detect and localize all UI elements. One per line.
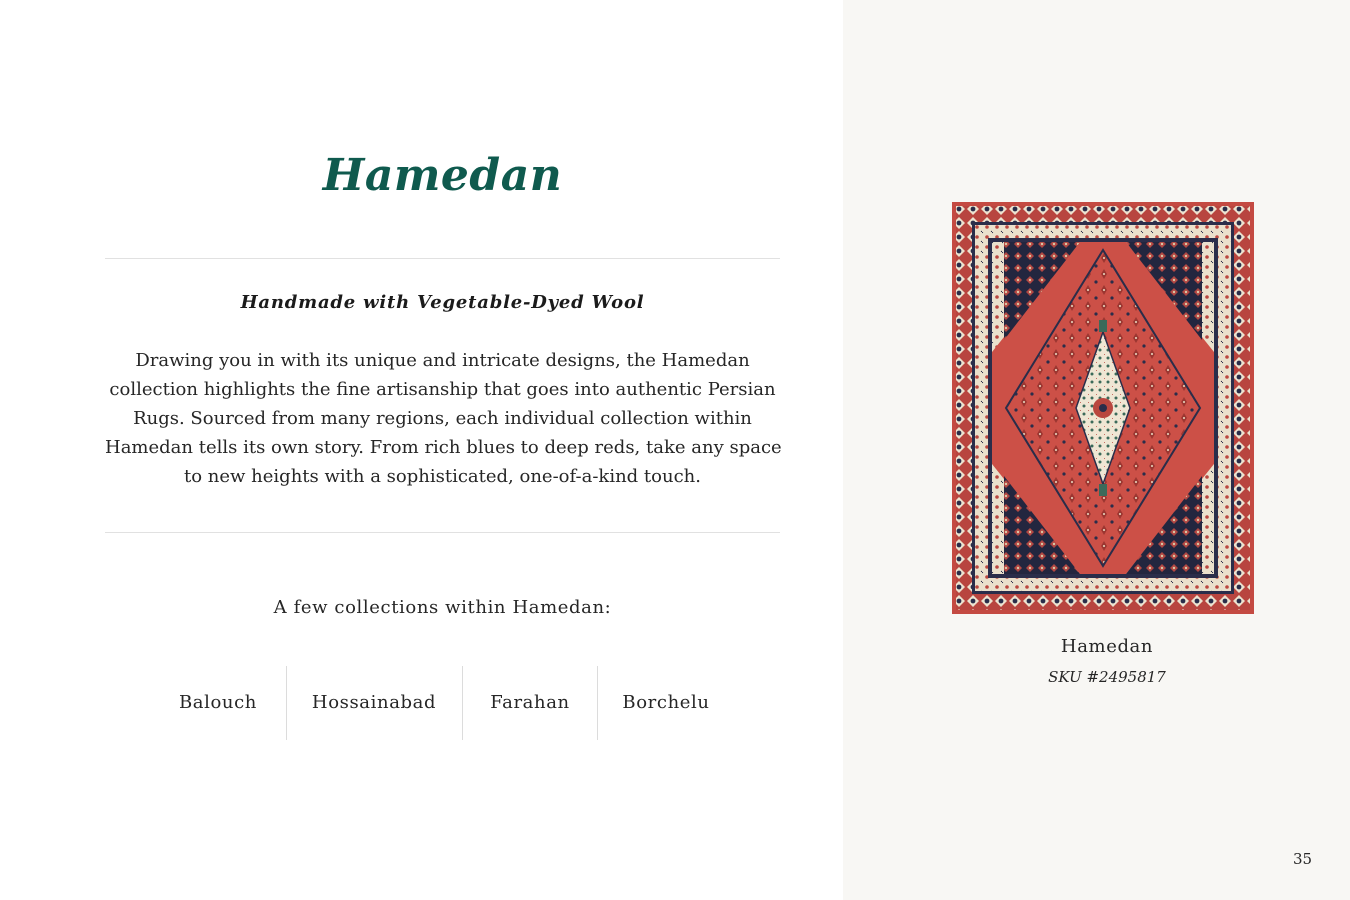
page-number: 35: [1292, 850, 1313, 868]
description: [105, 346, 780, 491]
description-line: Hamedan tells its own story. From rich blues to deep reds, take any space: [105, 437, 782, 458]
collection-item: Balouch: [178, 692, 258, 713]
description-line: to new heights with a sophisticated, one-of-a-kind touch.: [184, 466, 701, 487]
divider-bottom: [105, 532, 780, 533]
description-line: collection highlights the fine artisanship that goes into authentic Persian: [109, 379, 776, 400]
page-title: Hamedan: [322, 150, 563, 201]
collection-item: Farahan: [490, 692, 570, 713]
page-subtitle: Handmade with Vegetable-Dyed Wool: [240, 292, 645, 313]
divider-top: [105, 258, 780, 259]
collection-item: Hossainabad: [311, 692, 437, 713]
collection-divider: [462, 666, 463, 740]
description-line: Rugs. Sourced from many regions, each individual collection within: [133, 408, 752, 429]
persian-rug-image: [952, 202, 1254, 614]
product-name: Hamedan: [1060, 636, 1154, 657]
collection-divider: [597, 666, 598, 740]
product-sku: SKU #2495817: [1048, 668, 1166, 686]
collection-item: Borchelu: [622, 692, 710, 713]
collection-divider: [286, 666, 287, 740]
description-line: Drawing you in with its unique and intricate designs, the Hamedan: [135, 350, 750, 371]
collections-heading: A few collections within Hamedan:: [273, 597, 612, 618]
